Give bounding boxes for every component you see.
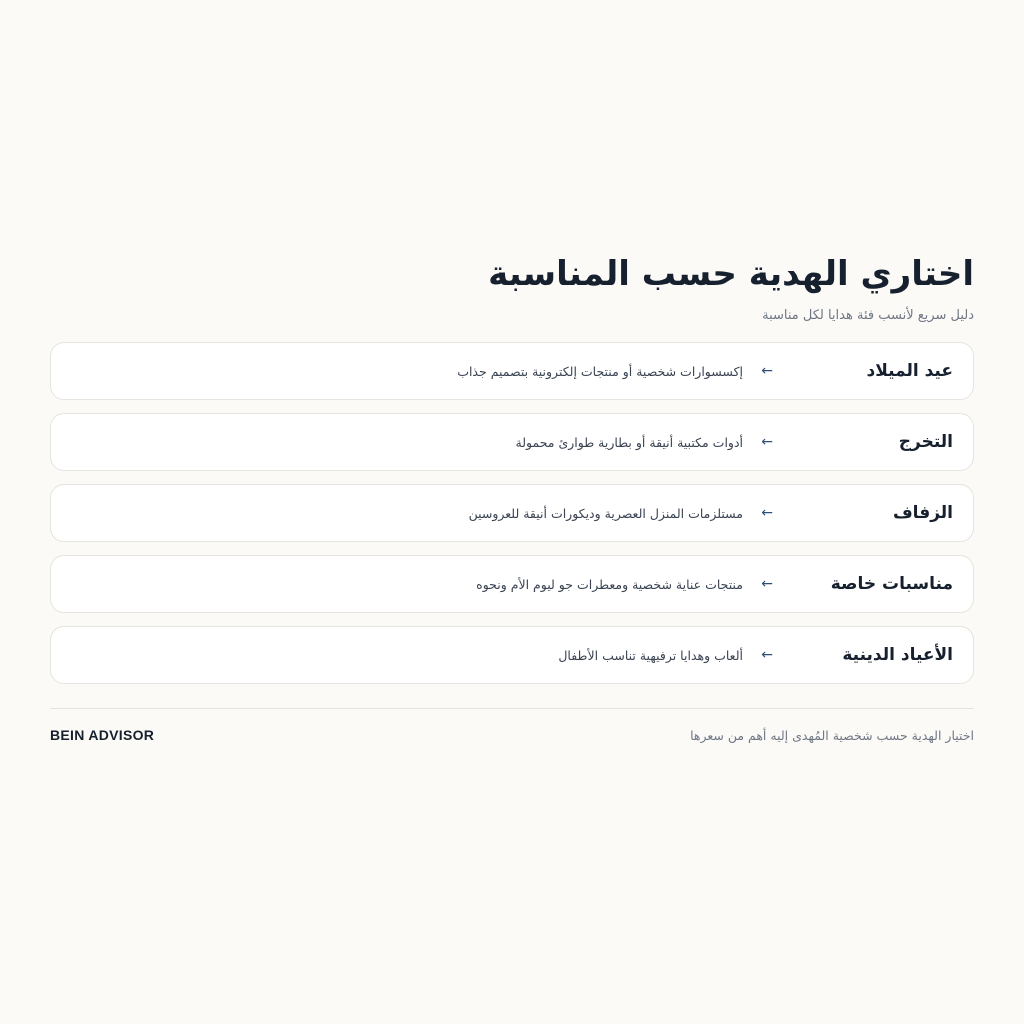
occasion-description: مستلزمات المنزل العصرية وديكورات أنيقة للعروسين xyxy=(468,505,743,521)
occasion-label: الزفاف xyxy=(892,503,953,523)
arrow-left-icon: ← xyxy=(761,505,773,521)
footer-divider xyxy=(50,708,974,709)
brand-logo: BEIN ADVISOR xyxy=(50,727,155,743)
occasion-label: عيد الميلاد xyxy=(866,361,953,381)
occasion-row-religious[interactable] xyxy=(50,626,974,684)
occasion-description: إكسسوارات شخصية أو منتجات إلكترونية بتصميم جذاب xyxy=(457,363,743,379)
arrow-left-icon: ← xyxy=(761,576,773,592)
page-subtitle: دليل سريع لأنسب فئة هدايا لكل مناسبة xyxy=(762,308,974,323)
occasion-description: أدوات مكتبية أنيقة أو بطارية طوارئ محمولة xyxy=(515,434,743,450)
occasion-label: مناسبات خاصة xyxy=(830,574,953,594)
arrow-left-icon: ← xyxy=(761,363,773,379)
occasion-row-graduation[interactable] xyxy=(50,413,974,471)
occasion-row-special[interactable] xyxy=(50,555,974,613)
page-title: اختاري الهدية حسب المناسبة xyxy=(488,254,974,294)
arrow-left-icon: ← xyxy=(761,434,773,450)
occasion-list xyxy=(50,342,974,684)
arrow-left-icon: ← xyxy=(761,647,773,663)
footer xyxy=(50,727,974,743)
occasion-row-wedding[interactable] xyxy=(50,484,974,542)
occasion-description: منتجات عناية شخصية ومعطرات جو ليوم الأم ونحوه xyxy=(476,576,743,592)
occasion-row-birthday[interactable] xyxy=(50,342,974,400)
gift-guide xyxy=(50,250,974,743)
footer-note: اختيار الهدية حسب شخصية المُهدى إليه أهم من سعرها xyxy=(690,727,974,743)
occasion-label: الأعياد الدينية xyxy=(842,645,953,665)
occasion-label: التخرج xyxy=(898,432,953,452)
occasion-description: ألعاب وهدايا ترفيهية تناسب الأطفال xyxy=(558,647,743,663)
